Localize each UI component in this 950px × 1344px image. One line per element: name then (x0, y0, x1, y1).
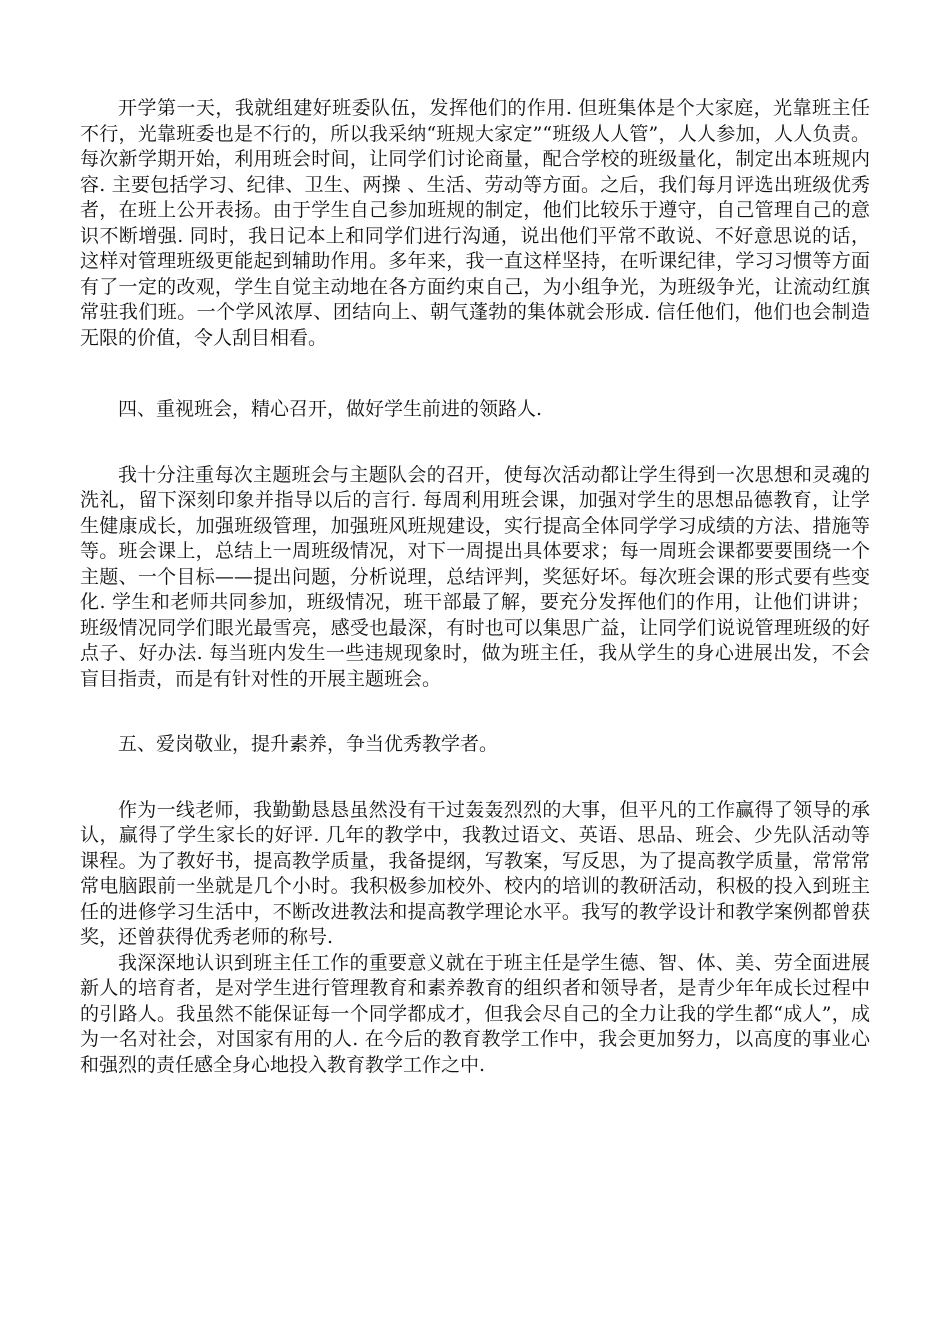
body-paragraph-teaching: 作为一线老师，我勤勤恳恳虽然没有干过轰轰烈烈的大事，但平凡的工作赢得了领导的承认，赢得了学生家长的好评. 几年的教学中，我教过语文、英语、思品、班会、少先队活动等课程。为了教好书，提高教学质量，我备提纲，写教案，写反思，为了提高教学质量，常常常常电脑跟前一坐就是几个小时。我积极参加校外、校内的培训的教研活动，积极的投入到班主任的进修学习生活中，不断改进教法和提高教学理论水平。我写的教学设计和教学案例都曾获奖，还曾获得优秀老师的称号. (80, 798, 870, 948)
paragraph-spacer (80, 423, 870, 463)
paragraph-spacer (80, 351, 870, 397)
body-paragraph-class-rules: 开学第一天，我就组建好班委队伍，发挥他们的作用. 但班集体是个大家庭，光靠班主任不行，光靠班委也是不行的，所以我采纳“班规大家定”“班级人人管”，人人参加，人人负责。每次新学期开始，利用班会时间，让同学们讨论商量，配合学校的班级量化，制定出本班规内容. 主要包括学习、纪律、卫生、两操 、生活、劳动等方面。之后，我们每月评选出班级优秀者，在班上公开表扬。由于学生自己参加班规的制定，他们比较乐于遵守，自己管理自己的意识不断增强. 同时，我日记本上和同学们进行沟通，说出他们平常不敢说、不好意思说的话，这样对管理班级更能起到辅助作用。多年来，我一直这样坚持，在听课纪律，学习习惯等方面有了一定的改观，学生自觉主动地在各方面约束自己，为小组争光，为班级争光，让流动红旗常驻我们班。一个学风浓厚、团结向上、朝气蓬勃的集体就会形成. 信任他们，他们也会制造无限的价值，令人刮目相看。 (80, 97, 870, 349)
paragraph-spacer (80, 758, 870, 798)
paragraph-spacer (80, 692, 870, 732)
body-paragraph-conclusion: 我深深地认识到班主任工作的重要意义就在于班主任是学生德、智、体、美、劳全面进展新人的培育者，是对学生进行管理教育和素养教育的组织者和领导者，是青少年年成长过程中的引路人。我虽然不能保证每一个同学都成才，但我会尽自己的全力让我的学生都“成人”，成为一名对社会，对国家有用的人. 在今后的教育教学工作中，我会更加努力，以高度的事业心和强烈的责任感全身心地投入教育教学工作之中. (80, 951, 870, 1076)
section-heading-class-meetings: 四、重视班会，精心召开，做好学生前进的领路人. (118, 398, 543, 420)
section-heading-dedication: 五、爱岗敬业，提升素养，争当优秀教学者。 (118, 733, 499, 755)
body-paragraph-class-meetings: 我十分注重每次主题班会与主题队会的召开，使每次活动都让学生得到一次思想和灵魂的洗礼，留下深刻印象并指导以后的言行. 每周利用班会课，加强对学生的思想品德教育，让学生健康成长，加强班级管理，加强班风班规建设，实行提高全体同学学习成绩的方法、措施等等。班会课上，总结上一周班级情况，对下一周提出具体要求；每一周班会课都要要围绕一个主题、一个目标——提出问题，分析说理，总结评判，奖惩好坏。每次班会课的形式要有些变化. 学生和老师共同参加，班级情况，班干部最了解，要充分发挥他们的作用，让他们讲讲；班级情况同学们眼光最雪亮，感受也最深，有时也可以集思广益，让同学们说说管理班级的好点子、好办法. 每当班内发生一些违规现象时，做为班主任，我从学生的身心进展出发，不会盲目指责，而是有针对性的开展主题班会。 (80, 463, 870, 690)
document-body (80, 96, 870, 1078)
